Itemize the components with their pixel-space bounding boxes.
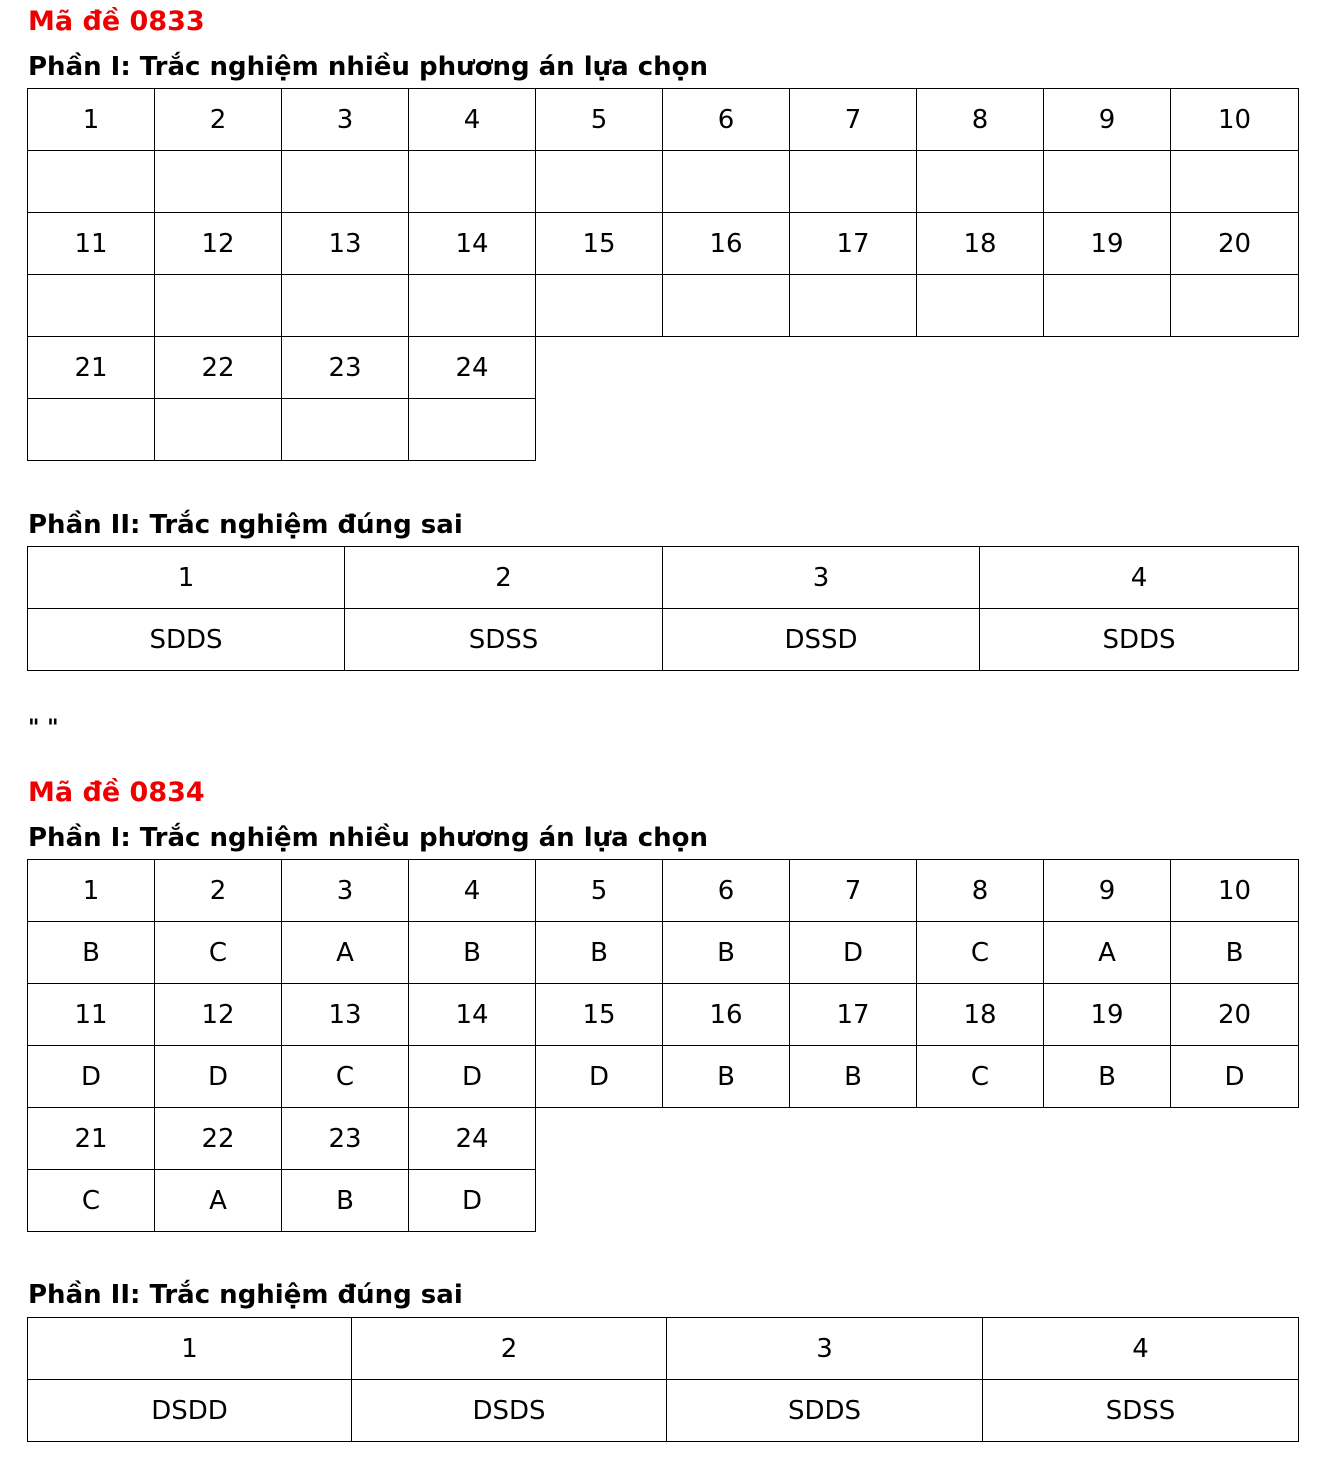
answer-row <box>28 151 1299 213</box>
answer-cell: D <box>536 1046 663 1108</box>
answer-cell: D <box>155 1046 282 1108</box>
answer-cell <box>1044 151 1171 213</box>
answer-cell <box>663 275 790 337</box>
answer-cell: A <box>282 922 409 984</box>
question-number: 15 <box>536 984 663 1046</box>
answer-cell: C <box>28 1170 155 1232</box>
question-number: 1 <box>28 547 345 609</box>
question-number: 8 <box>917 860 1044 922</box>
answer-cell: B <box>790 1046 917 1108</box>
answer-cell: B <box>409 922 536 984</box>
question-number-row <box>28 984 1299 1046</box>
answer-row <box>28 1046 1299 1108</box>
question-number-row <box>28 1108 1299 1170</box>
answer-cell <box>409 275 536 337</box>
question-number: 3 <box>282 89 409 151</box>
question-number-row <box>28 547 1299 609</box>
answer-cell: B <box>663 1046 790 1108</box>
question-number: 6 <box>663 860 790 922</box>
question-number: 4 <box>409 89 536 151</box>
answer-cell: DSDD <box>28 1380 352 1442</box>
question-number: 3 <box>667 1318 983 1380</box>
question-number: 12 <box>155 213 282 275</box>
question-number: 24 <box>409 337 536 399</box>
answer-row <box>28 399 1299 461</box>
answer-cell <box>663 151 790 213</box>
answer-cell <box>536 275 663 337</box>
part2-title: Phần II: Trắc nghiệm đúng sai <box>28 510 463 540</box>
question-number: 17 <box>790 213 917 275</box>
question-number-row <box>28 89 1299 151</box>
empty-space <box>536 399 1299 461</box>
answer-cell: B <box>1171 922 1299 984</box>
question-number: 13 <box>282 213 409 275</box>
question-number: 2 <box>352 1318 667 1380</box>
exam-code-title: Mã đề 0833 <box>28 6 205 37</box>
answer-cell <box>790 151 917 213</box>
answer-cell <box>28 275 155 337</box>
answer-cell: C <box>917 922 1044 984</box>
answer-cell <box>28 151 155 213</box>
question-number-row <box>28 1318 1299 1380</box>
answer-cell <box>1044 275 1171 337</box>
answer-cell: SDSS <box>983 1380 1299 1442</box>
answer-cell: DSDS <box>352 1380 667 1442</box>
question-number: 7 <box>790 860 917 922</box>
answer-cell: SDSS <box>345 609 663 671</box>
question-number: 16 <box>663 213 790 275</box>
question-number: 14 <box>409 213 536 275</box>
question-number-row <box>28 860 1299 922</box>
answer-cell: A <box>1044 922 1171 984</box>
question-number: 21 <box>28 337 155 399</box>
answer-row <box>28 275 1299 337</box>
part2-answer-table <box>27 1317 1299 1442</box>
question-number: 14 <box>409 984 536 1046</box>
answer-cell: SDDS <box>28 609 345 671</box>
part2-title: Phần II: Trắc nghiệm đúng sai <box>28 1280 463 1310</box>
question-number: 11 <box>28 984 155 1046</box>
question-number: 4 <box>980 547 1299 609</box>
question-number: 16 <box>663 984 790 1046</box>
empty-space <box>536 1170 1299 1232</box>
question-number: 4 <box>409 860 536 922</box>
question-number: 20 <box>1171 213 1299 275</box>
answer-cell: C <box>282 1046 409 1108</box>
separator-text: " " <box>28 716 59 741</box>
question-number: 5 <box>536 860 663 922</box>
answer-row <box>28 1380 1299 1442</box>
part1-answer-table <box>27 859 1299 1232</box>
answer-cell: D <box>409 1046 536 1108</box>
question-number: 9 <box>1044 89 1171 151</box>
answer-cell: D <box>409 1170 536 1232</box>
answer-cell: B <box>536 922 663 984</box>
answer-cell <box>282 275 409 337</box>
answer-cell <box>409 151 536 213</box>
question-number: 9 <box>1044 860 1171 922</box>
answer-cell: DSSD <box>663 609 980 671</box>
question-number: 3 <box>282 860 409 922</box>
answer-row <box>28 1170 1299 1232</box>
answer-cell: B <box>1044 1046 1171 1108</box>
answer-cell: SDDS <box>667 1380 983 1442</box>
part1-answer-table <box>27 88 1299 461</box>
question-number-row <box>28 213 1299 275</box>
question-number: 13 <box>282 984 409 1046</box>
answer-cell <box>790 275 917 337</box>
question-number: 2 <box>345 547 663 609</box>
question-number: 17 <box>790 984 917 1046</box>
question-number: 15 <box>536 213 663 275</box>
part1-title: Phần I: Trắc nghiệm nhiều phương án lựa chọn <box>28 823 709 853</box>
question-number: 3 <box>663 547 980 609</box>
question-number: 2 <box>155 860 282 922</box>
question-number: 18 <box>917 984 1044 1046</box>
exam-code-title: Mã đề 0834 <box>28 777 205 808</box>
question-number: 4 <box>983 1318 1299 1380</box>
question-number: 18 <box>917 213 1044 275</box>
question-number: 20 <box>1171 984 1299 1046</box>
question-number: 7 <box>790 89 917 151</box>
empty-space <box>536 337 1299 399</box>
answer-cell <box>28 399 155 461</box>
answer-cell <box>917 275 1044 337</box>
question-number: 23 <box>282 1108 409 1170</box>
answer-cell: B <box>282 1170 409 1232</box>
question-number: 6 <box>663 89 790 151</box>
question-number: 1 <box>28 860 155 922</box>
question-number: 22 <box>155 337 282 399</box>
question-number: 1 <box>28 89 155 151</box>
answer-cell <box>282 151 409 213</box>
answer-cell <box>1171 151 1299 213</box>
answer-cell <box>155 399 282 461</box>
question-number: 8 <box>917 89 1044 151</box>
answer-cell <box>917 151 1044 213</box>
question-number-row <box>28 337 1299 399</box>
answer-cell <box>155 275 282 337</box>
answer-cell: C <box>917 1046 1044 1108</box>
question-number: 21 <box>28 1108 155 1170</box>
question-number: 24 <box>409 1108 536 1170</box>
answer-row <box>28 609 1299 671</box>
question-number: 22 <box>155 1108 282 1170</box>
answer-cell <box>155 151 282 213</box>
answer-cell: D <box>1171 1046 1299 1108</box>
question-number: 10 <box>1171 89 1299 151</box>
question-number: 12 <box>155 984 282 1046</box>
answer-cell <box>536 151 663 213</box>
answer-cell: C <box>155 922 282 984</box>
answer-cell: D <box>28 1046 155 1108</box>
answer-cell: SDDS <box>980 609 1299 671</box>
question-number: 19 <box>1044 213 1171 275</box>
question-number: 19 <box>1044 984 1171 1046</box>
question-number: 11 <box>28 213 155 275</box>
question-number: 1 <box>28 1318 352 1380</box>
answer-cell: B <box>663 922 790 984</box>
answer-row <box>28 922 1299 984</box>
answer-cell <box>282 399 409 461</box>
answer-cell: D <box>790 922 917 984</box>
answer-cell <box>1171 275 1299 337</box>
part2-answer-table <box>27 546 1299 671</box>
answer-cell: A <box>155 1170 282 1232</box>
question-number: 2 <box>155 89 282 151</box>
empty-space <box>536 1108 1299 1170</box>
answer-cell: B <box>28 922 155 984</box>
question-number: 23 <box>282 337 409 399</box>
question-number: 5 <box>536 89 663 151</box>
answer-cell <box>409 399 536 461</box>
question-number: 10 <box>1171 860 1299 922</box>
part1-title: Phần I: Trắc nghiệm nhiều phương án lựa chọn <box>28 52 709 82</box>
